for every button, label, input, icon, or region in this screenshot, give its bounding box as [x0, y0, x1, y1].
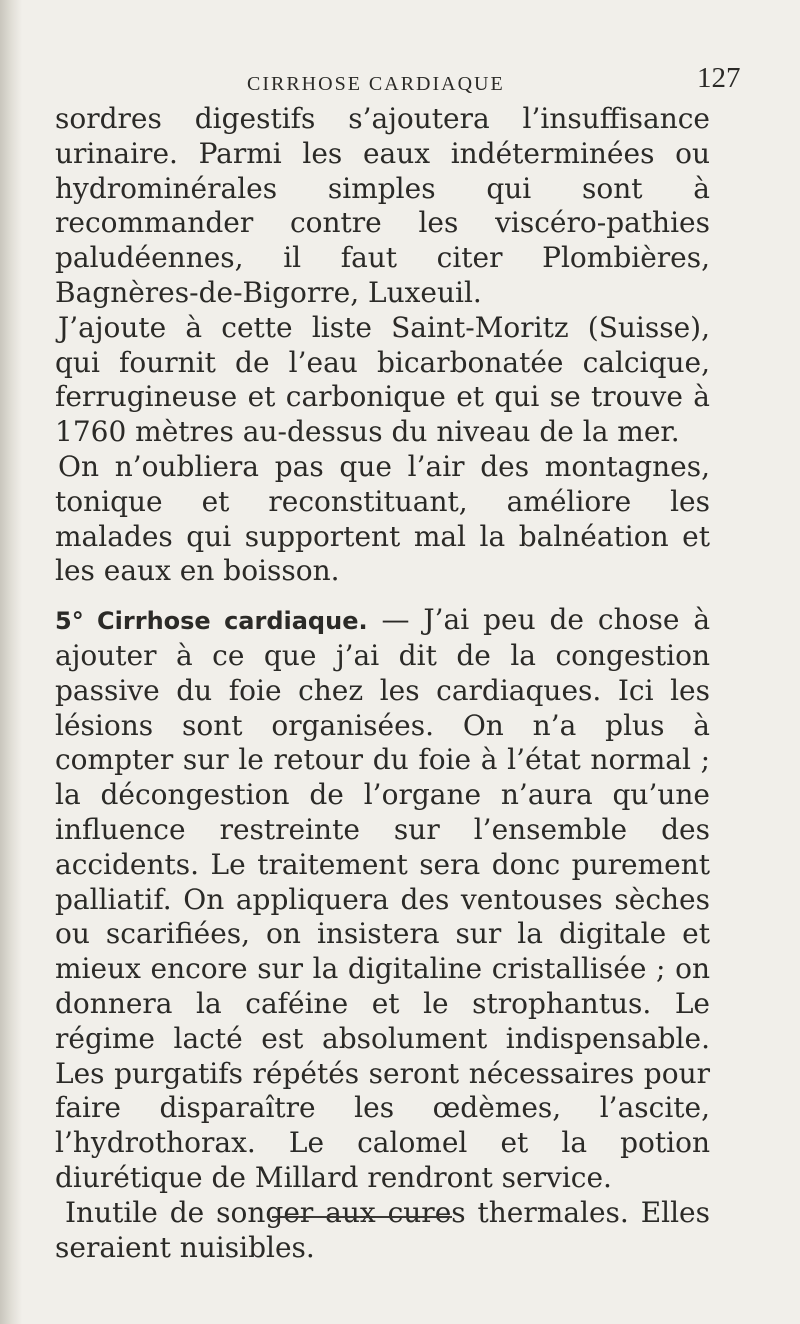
- section-heading: 5° Cirrhose cardiaque.: [55, 607, 368, 636]
- paragraph: sordres digestifs s’ajoutera l’insuffisance urinaire. Parmi les eaux indéterminées ou hydrominérales simples qui sont à recommander contre les viscéro-pathies paludéennes, il faut citer Plombières, Bagnères-de-Bigorre, Luxeuil.: [55, 102, 710, 309]
- section-paragraph: [55, 603, 710, 1196]
- running-title: CIRRHOSE CARDIAQUE: [247, 73, 505, 95]
- page-header: [0, 58, 800, 98]
- page-binding-shadow: [0, 0, 22, 1324]
- section-divider-rule: [272, 1216, 452, 1218]
- closing-paragraph: Inutile de songer aux cures thermales. Elles seraient nuisibles.: [55, 1195, 710, 1264]
- paragraph: J’ajoute à cette liste Saint-Moritz (Suisse), qui fournit de l’eau bicarbonatée calcique, ferrugineuse et carbonique et qui se trouve à 1760 mètres au-dessus du niveau de la mer.: [55, 310, 710, 449]
- section-text: — J’ai peu de chose à ajouter à ce que j’ai dit de la congestion passive du foie chez les cardiaques. Ici les lésions sont organisées. On n’a plus à compter sur le retour du foie à l’état normal ; la décongestion de l’organe n’aura qu’une influence restreinte sur l’ensemble des accidents. Le traitement sera donc purement palliatif. On appliquera des ventouses sèches ou scarifiées, on insistera sur la digitale et mieux encore sur la digitaline cristallisée ; on donnera la caféine et le strophantus. Le régime lacté est absolument indispensable. Les purgatifs répétés seront nécessaires pour faire disparaître les œdèmes, l’ascite, l’hydrothorax. Le calomel et la potion diurétique de Millard rendront service.: [55, 603, 711, 1194]
- body-text: [55, 102, 710, 1265]
- page-number: 127: [697, 62, 741, 94]
- paragraph: On n’oubliera pas que l’air des montagnes, tonique et reconstituant, améliore les malades qui supportent mal la balnéation et les eaux en boisson.: [55, 449, 710, 588]
